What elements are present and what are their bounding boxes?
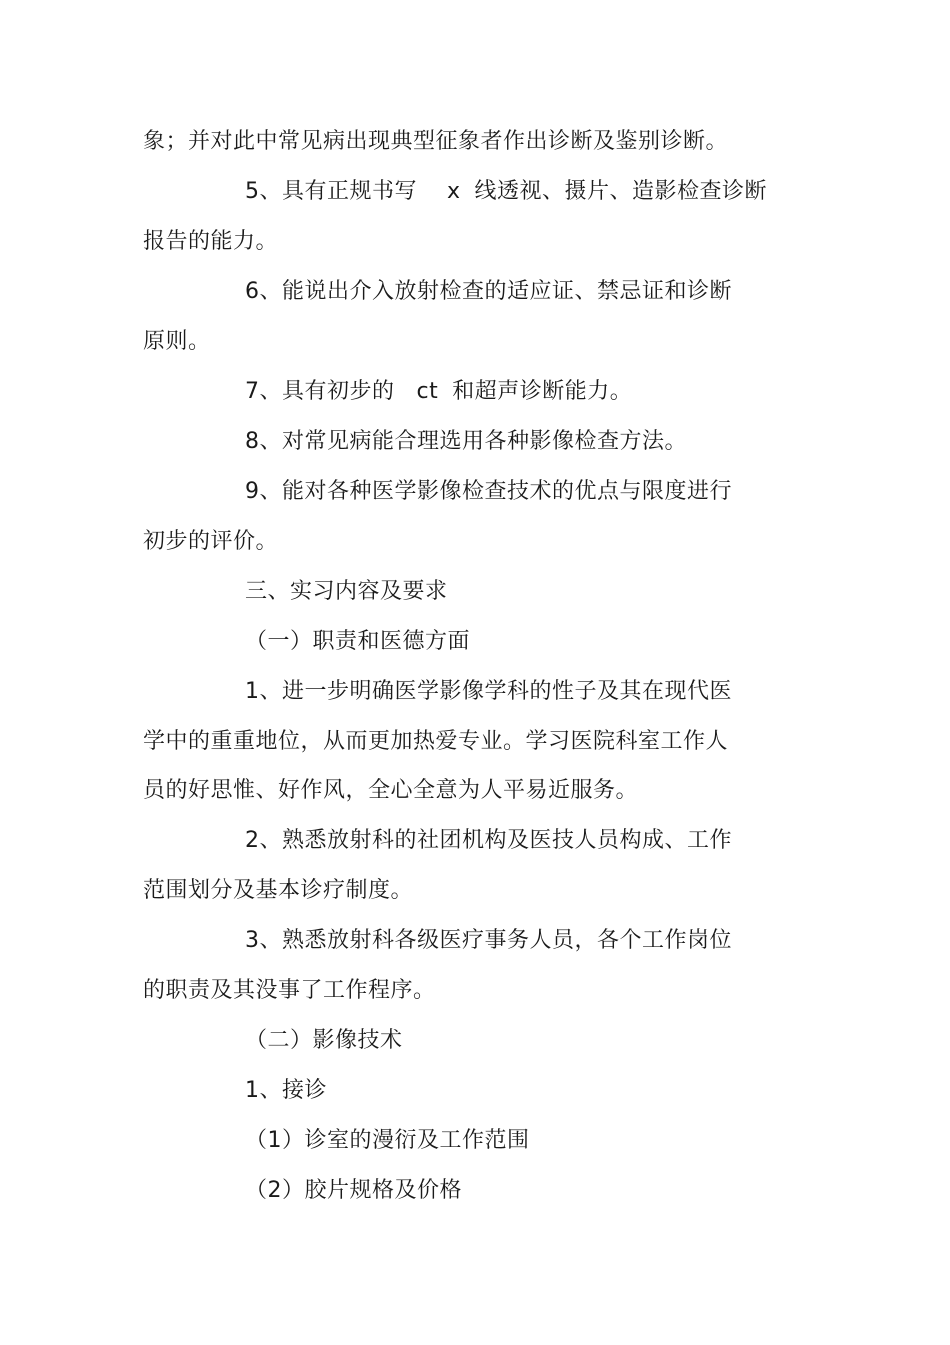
list-item <box>245 1126 530 1156</box>
list-item <box>245 1176 462 1206</box>
text-run: 和超声诊断能力。 <box>452 379 633 404</box>
text-run: ct <box>416 379 439 404</box>
paragraph-line <box>143 227 278 257</box>
text-run: 范围划分及基本诊疗制度。 <box>143 878 414 903</box>
paragraph-line <box>143 127 728 157</box>
paragraph-line <box>245 677 732 707</box>
paragraph-line <box>143 876 413 906</box>
text-run: 三、实习内容及要求 <box>245 579 448 604</box>
text-run: 9、能对各种医学影像检查技术的优点与限度进行 <box>245 479 732 504</box>
text-run: 象；并对此中常见病出现典型征象者作出诊断及鉴别诊断。 <box>143 129 729 154</box>
text-run: 7、具有初步的 <box>245 379 395 404</box>
text-run: 员的好思惟、好作风，全心全意为人平易近服务。 <box>143 778 639 803</box>
paragraph-line <box>143 976 436 1006</box>
paragraph-line <box>245 427 687 457</box>
text-run: （2）胶片规格及价格 <box>245 1178 462 1203</box>
paragraph-line <box>245 826 732 856</box>
paragraph-line <box>245 926 732 956</box>
text-run: （1）诊室的漫衍及工作范围 <box>245 1128 530 1153</box>
text-run: （二）影像技术 <box>245 1028 403 1053</box>
text-run: 2、熟悉放射科的社团机构及医技人员构成、工作 <box>245 828 732 853</box>
paragraph-line <box>143 327 211 357</box>
text-run: 原则。 <box>143 329 211 354</box>
text-run: 3、熟悉放射科各级医疗事务人员，各个工作岗位 <box>245 928 732 953</box>
text-run: 5、具有正规书写 <box>245 179 417 204</box>
text-run: 报告的能力。 <box>143 229 279 254</box>
text-run: 8、对常见病能合理选用各种影像检查方法。 <box>245 429 687 454</box>
subsection-heading <box>245 1026 403 1056</box>
paragraph-line <box>245 277 732 307</box>
text-run: x <box>447 179 461 204</box>
text-run: 6、能说出介入放射检查的适应证、禁忌证和诊断 <box>245 279 732 304</box>
paragraph-line <box>143 727 728 757</box>
text-run: 1、接诊 <box>245 1078 327 1103</box>
paragraph-line <box>143 776 638 806</box>
text-run: 线透视、摄片、造影检查诊断 <box>474 179 768 204</box>
subsection-heading <box>245 627 470 657</box>
text-run: 的职责及其没事了工作程序。 <box>143 978 436 1003</box>
paragraph-line <box>245 377 632 407</box>
section-heading <box>245 577 448 607</box>
list-item <box>245 1076 327 1106</box>
text-run: 学中的重重地位，从而更加热爱专业。学习医院科室工作人 <box>143 729 729 754</box>
text-run: 初步的评价。 <box>143 529 279 554</box>
text-run: （一）职责和医德方面 <box>245 629 471 654</box>
paragraph-line <box>143 527 278 557</box>
text-run: 1、进一步明确医学影像学科的性子及其在现代医 <box>245 679 732 704</box>
paragraph-line <box>245 477 732 507</box>
paragraph-line <box>245 177 767 207</box>
